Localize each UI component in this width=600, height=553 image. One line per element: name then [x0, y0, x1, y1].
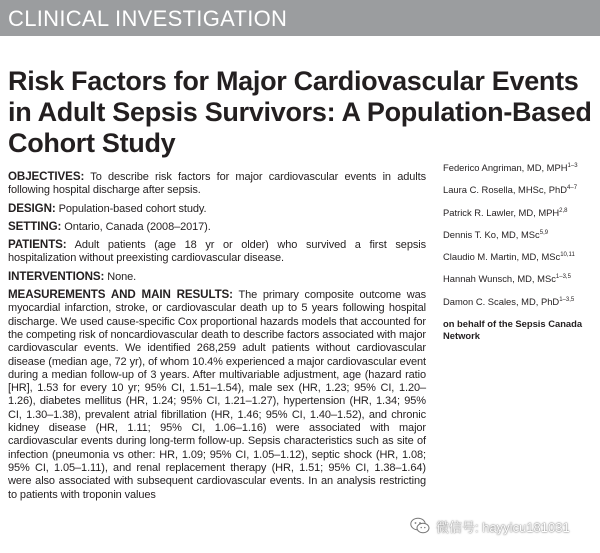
abstract-text: None. — [107, 270, 137, 283]
abstract-results — [8, 288, 426, 502]
affiliation-marker: 4–7 — [567, 185, 578, 192]
author-list — [443, 162, 600, 352]
abstract-label: DESIGN: — [8, 201, 56, 215]
abstract-patients — [8, 238, 426, 266]
section-banner — [0, 0, 600, 36]
abstract — [8, 170, 426, 506]
abstract-setting — [8, 220, 426, 234]
abstract-text: Adult patients (age 18 yr or older) who survived a first sepsis hospitalization without preexisting cardiovascular disease. — [8, 239, 426, 265]
affiliation-marker: 1–3,5 — [555, 274, 571, 281]
wechat-icon — [410, 517, 430, 535]
author: Laura C. Rosella, MHSc, PhD$^{4-7}$ — [443, 184, 578, 196]
abstract-label: SETTING: — [8, 219, 62, 233]
affiliation-marker: 10,11 — [560, 252, 575, 259]
author: Federico Angriman, MD, MPH$^{1-3}$ — [443, 162, 578, 173]
watermark-text: 微信号: hayyicu181031 — [436, 519, 570, 535]
author: Hannah Wunsch, MD, MSc$^{1-3,5}$ — [443, 273, 571, 285]
affiliation-marker: 1–3 — [567, 163, 578, 169]
abstract-label: OBJECTIVES: — [8, 170, 85, 183]
abstract-objectives — [8, 170, 426, 198]
abstract-text: To describe risk factors for major cardiovascular events in adults following hospital discharge after sepsis. — [8, 171, 426, 197]
author: Damon C. Scales, MD, PhD$^{1-3,5}$ — [443, 295, 575, 307]
abstract-text: The primary composite outcome was myocardial infarction, stroke, or cardiovascular death up to 5 years following hospital discharge. We used cause-specific Cox proportional hazards models that accounted for the competing risk of noncardiovascular death to describe factors associated with major cardiovascular events. We identified 268,259 adult patients without cardiovascular disease (median age, 72 yr), of whom 10.4% experienced a major cardiovascular event during a median follow-up of 3 years. After multivariable adjustment, age (hazard ratio [HR], 1.53 for every 10 yr; 95% CI, 1.51–1.54), male sex (HR, 1.23; 95% CI, 1.20–1.26), diabetes mellitus (HR, 1.24; 95% CI, 1.21–1.27), hypertension (HR, 1.34; 95% CI, 1.30–1.38), prevalent atrial fibrillation (HR, 1.46; 95% CI, 1.40–1.52), and chronic kidney disease (HR, 1.11; 95% CI, 1.06–1.16) were associated with major cardiovascular events during long-term follow-up. Sepsis characteristics such as site of infection (pneumonia vs other: HR, 1.09; 95% CI, 1.05–1.12), septic shock (HR, 1.08; 95% CI, 1.05–1.11), and renal replacement therapy (HR, 1.51; 95% CI, 1.38–1.64) were also associated with subsequent cardiovascular events. In an analysis restricting to patients with troponin values — [8, 289, 426, 501]
group-author: on behalf of the Sepsis Canada Network — [443, 318, 583, 342]
article-title: Risk Factors for Major Cardiovascular Events in Adult Sepsis Survivors: A Population-Based Cohort Study — [8, 66, 592, 158]
section-label: CLINICAL INVESTIGATION — [8, 6, 288, 31]
affiliation-marker: 5,9 — [539, 229, 549, 236]
abstract-text: Ontario, Canada (2008–2017). — [64, 220, 211, 233]
author: Patrick R. Lawler, MD, MPH$^{2,8}$ — [443, 206, 568, 218]
abstract-label: PATIENTS: — [8, 238, 67, 252]
abstract-text: Population-based cohort study. — [58, 202, 207, 215]
affiliation-marker: 2,8 — [559, 207, 568, 214]
author: Dennis T. Ko, MD, MSc$^{5,9}$ — [443, 228, 549, 240]
watermark — [410, 514, 570, 538]
abstract-label: INTERVENTIONS: — [8, 269, 105, 283]
author: Claudio M. Martin, MD, MSc$^{10,11}$ — [443, 251, 575, 263]
abstract-design — [8, 202, 426, 216]
abstract-label: MEASUREMENTS AND MAIN RESULTS: — [8, 288, 233, 302]
abstract-interventions — [8, 270, 426, 284]
affiliation-marker: 1–3,5 — [559, 296, 575, 303]
